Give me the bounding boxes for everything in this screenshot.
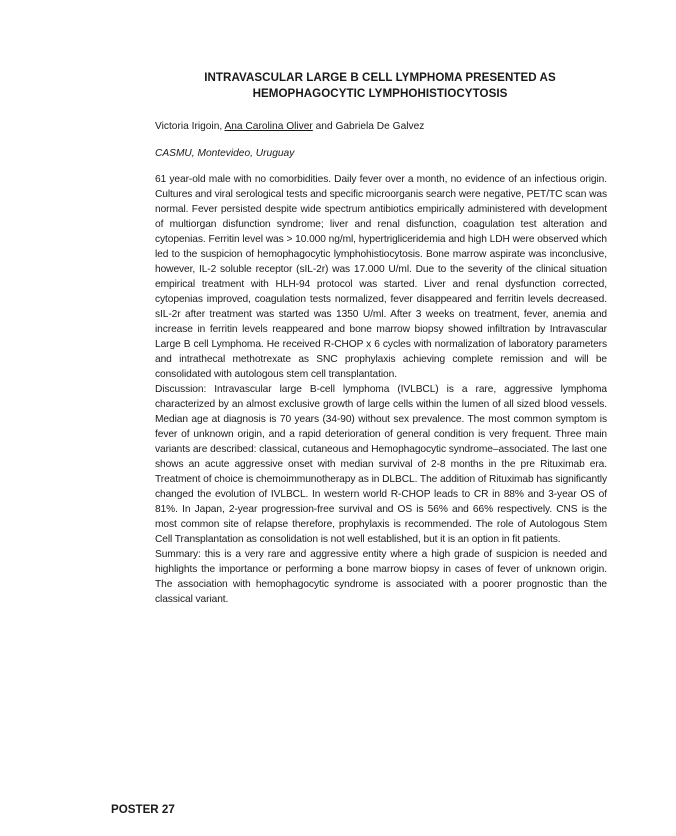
title-line-1: INTRAVASCULAR LARGE B CELL LYMPHOMA PRESENTED AS (204, 71, 556, 84)
author-de-galvez: and Gabriela De Galvez (312, 121, 425, 132)
discussion-paragraph: Discussion: Intravascular large B-cell lymphoma (IVLBCL) is a rare, aggressive lymphoma characterized by an almost exclusive growth of large cells within the lumen of all sized blood vessels. Median age at diagnosis is 70 years (34-90) without sex prevalence. The most common symptom is fever of unknown origin, and a rapid deterioration of general condition is very frequent. Three main variants are described: classical, cutaneous and Hemophagocytic syndrome–associated. The last one shows an acute aggressive onset with median survival of 2-8 months in the pre Rituximab era. Treatment of choice is chemoimmunotherapy as in DLBCL. The addition of Rituximab has significantly changed the evolution of IVLBCL. In western world R-CHOP leads to CR in 88% and 3-year OS of 81%. In Japan, 2-year progression-free survival and OS is 56% and 66% respectively. CNS is the most common site of relapse therefore, prophylaxis is recommended. The role of Autologous Stem Cell Transplantation as consolidation is not well established, but it is an option in fit patients. (155, 384, 607, 545)
title-line-2: HEMOPHAGOCYTIC LYMPHOHISTIOCYTOSIS (252, 87, 508, 100)
case-paragraph: 61 year-old male with no comorbidities. Daily fever over a month, no evidence of an infectious origin. Cultures and viral serological tests and specific microorganis search were negative, PET/TC scan was normal. Fever persisted despite wide spectrum antibiotics empirically administered with development of multiorgan disfunction syndrome; liver and renal disfunction, coagulation test alteration and cytopenias. Ferritin level was > 10.000 ng/ml, hypertrigliceridemia and high LDH were observed which led to the suspicion of hemophagocytic lymphohistiocytosis. Bone marrow aspirate was inconclusive, however, IL-2 soluble receptor (sIL-2r) was 17.000 U/ml. Due to the severity of the clinical situation empirical treatment with HLH-94 protocol was started. Liver and renal dysfunction corrected, cytopenias improved, coagulation tests normalized, fever disappeared and ferritin levels decreased. sIL-2r after treatment was started was 1350 U/ml. After 3 weeks on treatment, fever, anemia and increase in ferritin levels reappeared and bone marrow biopsy showed infiltration by Intravascular Large B cell Lymphoma. He received R-CHOP x 6 cycles with normalization of laboratory parameters and intrathecal methotrexate as SNC prophylaxis achieving complete remission and will be consolidated with autologous stem cell transplantation. (155, 174, 607, 380)
abstract-title (120, 70, 640, 102)
author-presenter-oliver: Ana Carolina Oliver (224, 121, 313, 132)
author-irigoin: Victoria Irigoin, (155, 121, 225, 132)
poster-number: POSTER 27 (111, 803, 175, 816)
affiliation: CASMU, Montevideo, Uruguay (155, 148, 295, 159)
author-list (155, 120, 615, 134)
abstract-body (155, 172, 607, 607)
summary-paragraph: Summary: this is a very rare and aggressive entity where a high grade of suspicion is needed and highlights the importance or performing a bone marrow biopsy in cases of fever of unknown origin. The association with hemophagocytic syndrome is associated with a poorer prognostic than the classical variant. (155, 549, 607, 605)
